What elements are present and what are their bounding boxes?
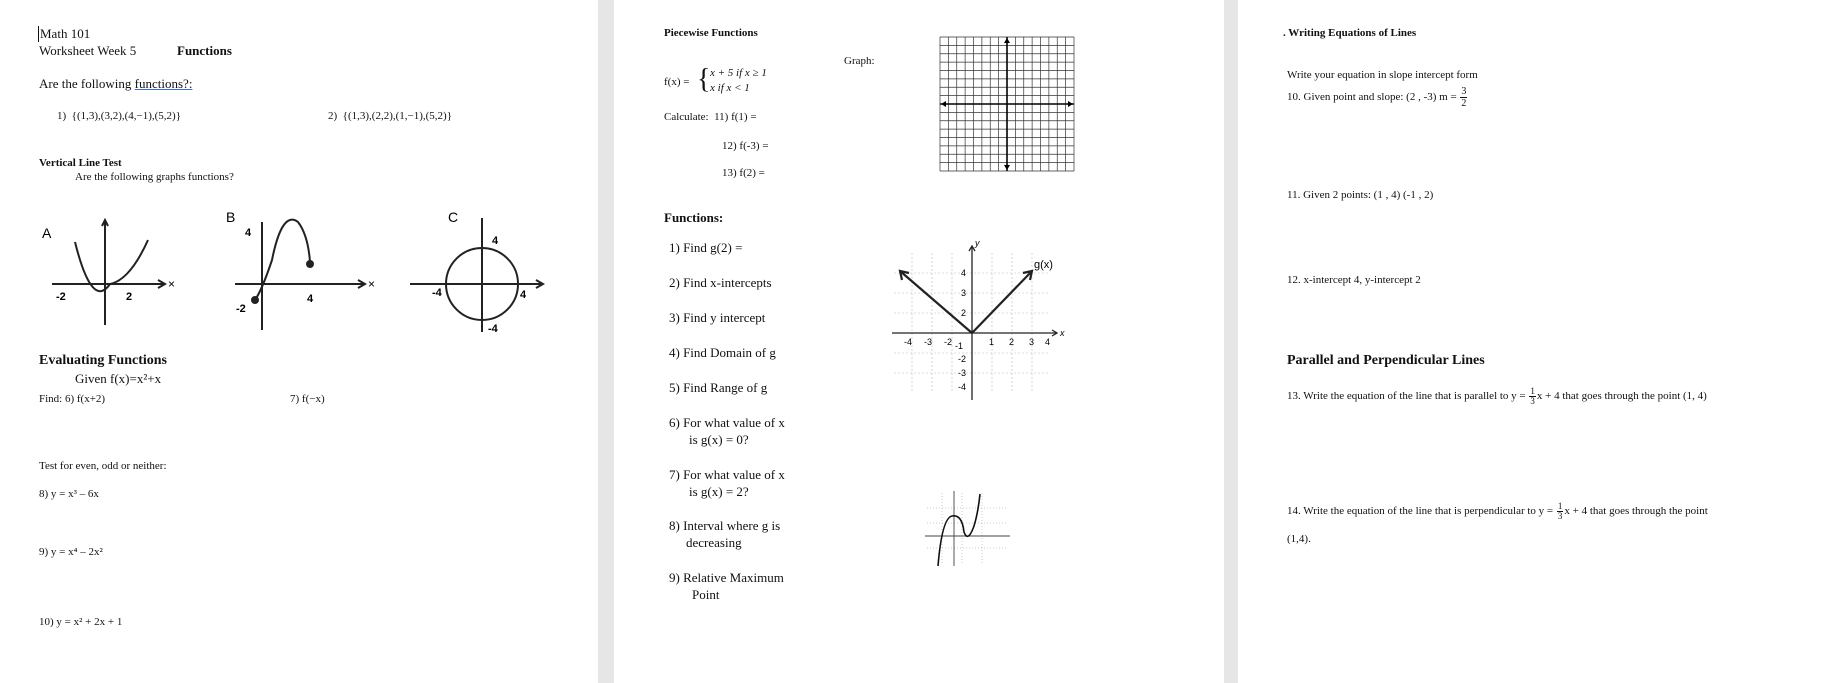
graph-label: Graph: [844,55,875,67]
graph-c-tick-top: 4 [492,235,499,247]
cubic-function-curve [938,494,980,566]
graph-c-tick-left: -4 [432,287,442,299]
question-12-intercepts: 12. x-intercept 4, y-intercept 2 [1287,274,1421,286]
cubic-function-graph [922,488,1012,570]
question-8: 8) y = x³ – 6x [39,488,99,500]
question-12: 12) f(-3) = [722,140,769,152]
graph-b-label: B [226,209,236,225]
slope-fraction [1460,86,1467,109]
g-x-tick-neg3: -3 [924,337,933,347]
function-item-7: 7) For what value of x [669,467,785,482]
g-graph-fn-label: g(x) [1034,259,1053,271]
perpendicular-numerator: 1 [1557,501,1563,511]
graph-a-label: A [42,225,52,241]
question-10: 10) y = x² + 2x + 1 [39,616,123,628]
parallel-denominator: 3 [1530,396,1535,406]
g-x-tick-1: 1 [989,337,995,347]
question-7: 7) f(−x) [290,393,325,405]
piecewise-brace: { [697,64,711,95]
question-13-text-a: 13. Write the equation of the line that is parallel to y = [1287,390,1529,403]
course-title: Math 101 [40,26,91,41]
parallel-fraction [1529,387,1536,406]
even-odd-title: Test for even, odd or neither: [39,460,167,472]
vertical-line-test-question: Are the following graphs functions? [75,171,234,183]
grid-axis-arrow-icon [1068,101,1073,107]
grid-axis-arrow-icon [1004,38,1010,43]
slope-intercept-intro: Write your equation in slope intercept form [1287,69,1478,81]
graph-a [52,220,165,325]
calculate-text: Calculate: [664,111,709,123]
g-x-tick-neg4: -4 [904,337,913,347]
question-14-text-b: x + 4 that goes through the point [1564,505,1708,518]
function-item-7-cont: is g(x) = 2? [689,484,749,499]
worksheet-page-2 [614,0,1224,683]
worksheet-page-1 [0,0,598,683]
evaluating-given: Given f(x)=x²+x [75,371,162,386]
function-item-6-cont: is g(x) = 0? [689,432,749,447]
functions-title: Functions: [664,210,724,225]
question-6: Find: 6) f(x+2) [39,393,106,405]
worksheet-week: Worksheet Week 5 [39,43,137,58]
graph-c-label: C [448,209,459,225]
question-13-parallel [1287,387,1707,406]
graph-c-tick-right: 4 [520,289,527,301]
parallel-numerator: 1 [1530,386,1535,396]
g-function-graph [882,238,1082,408]
g-x-tick-neg2: -2 [944,337,953,347]
question-11: 11) f(1) = [714,111,757,123]
g-x-tick-4: 4 [1045,337,1051,347]
graph-b-x-axis-icon: × [368,277,376,291]
perpendicular-fraction [1557,502,1564,521]
g-y-tick-3: 3 [961,288,967,298]
graph-a-tick-pos: 2 [126,291,133,303]
set-2-number: 2) [328,110,338,122]
g-y-tick-neg3: -3 [958,368,967,378]
function-item-8-cont: decreasing [686,535,742,550]
question-10-point-slope [1287,86,1468,109]
piecewise-title: Piecewise Functions [664,27,758,39]
question-14-perpendicular [1287,502,1708,521]
g-y-tick-4: 4 [961,268,967,278]
vertical-line-test-title: Vertical Line Test [39,157,122,169]
set-2 [328,110,452,122]
function-item-9-cont: Point [692,587,720,602]
perpendicular-denominator: 3 [1557,511,1563,521]
hand-drawn-graphs [30,200,560,340]
grid-axis-arrow-icon [1004,165,1010,170]
graph-a-tick-neg: -2 [56,291,66,303]
graph-b [235,220,365,330]
slope-numerator: 3 [1461,86,1467,97]
graph-c [410,218,543,332]
g-graph-y-label: y [975,238,980,248]
piecewise-fx: f(x) = [664,76,690,88]
question-13-text-b: x + 4 that goes through the point (1, 4) [1536,390,1707,403]
graph-b-tick-neg: -2 [236,303,246,315]
g-y-tick-neg1: -1 [955,341,964,351]
blank-coordinate-grid [939,36,1075,172]
g-graph-x-label: x [1060,328,1065,338]
grid-axis-arrow-icon [941,101,946,107]
g-x-tick-2: 2 [1009,337,1015,347]
function-item-2: 2) Find x-intercepts [669,275,772,290]
question-14-point: (1,4). [1287,533,1311,545]
question-14-text-a: 14. Write the equation of the line that is perpendicular to y = [1287,505,1556,518]
graph-b-tick-y: 4 [245,227,252,239]
question-11-two-points: 11. Given 2 points: (1 , 4) (-1 , 2) [1287,189,1434,201]
question-13: 13) f(2) = [722,167,765,179]
question-9: 9) y = x⁴ – 2x² [39,546,103,558]
function-item-4: 4) Find Domain of g [669,345,776,360]
set-1-pairs: {(1,3),(3,2),(4,−1),(5,2)} [71,110,181,122]
question-10-text: 10. Given point and slope: (2 , -3) m = [1287,91,1460,104]
question-text: Are the following [39,76,135,91]
function-item-9: 9) Relative Maximum [669,570,784,585]
function-item-5: 5) Find Range of g [669,380,768,395]
slope-denominator: 2 [1461,98,1467,109]
writing-equations-title: . Writing Equations of Lines [1283,27,1417,39]
graph-c-tick-bottom: -4 [488,323,498,335]
graph-b-tick-x: 4 [307,293,314,305]
g-y-tick-neg2: -2 [958,354,967,364]
function-item-6: 6) For what value of x [669,415,785,430]
function-item-3: 3) Find y intercept [669,310,766,325]
set-2-pairs: {(1,3),(2,2),(1,−1),(5,2)} [342,110,452,122]
question-functions-underlined: functions?: [134,76,193,91]
set-1 [57,110,181,122]
g-y-tick-neg4: -4 [958,382,967,392]
calculate-label [664,111,757,123]
g-x-tick-3: 3 [1029,337,1035,347]
worksheet-topic: Functions [177,43,232,58]
function-item-8: 8) Interval where g is [669,518,781,533]
question-functions [39,76,192,92]
g-y-tick-2: 2 [961,308,967,318]
parallel-perpendicular-title: Parallel and Perpendicular Lines [1287,353,1485,368]
piecewise-case-1: x + 5 if x ≥ 1 [710,67,767,79]
graph-a-x-axis-icon: × [168,277,176,291]
piecewise-case-2: x if x < 1 [710,82,750,94]
evaluating-functions-title: Evaluating Functions [39,353,167,368]
function-item-1: 1) Find g(2) = [669,240,743,255]
worksheet-page-3 [1238,0,1832,683]
set-1-number: 1) [57,110,67,122]
